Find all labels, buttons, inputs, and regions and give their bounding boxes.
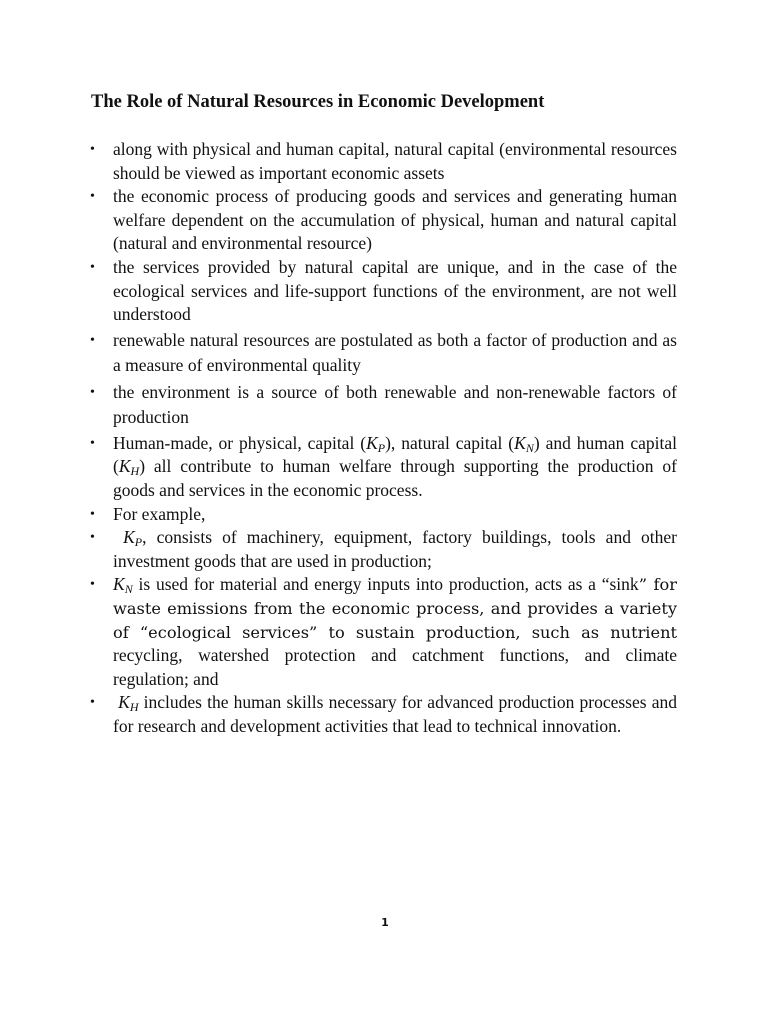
bullet-icon: • — [90, 142, 95, 157]
bullet-text: ” for waste emissions from the economic process, and provides a variety of “ecological services” to sustain production, such as nutrient — [113, 575, 677, 642]
kh-symbol: $K_H$ — [118, 692, 139, 715]
kp-symbol: $K_P$ — [366, 432, 386, 455]
bullet-icon: • — [90, 332, 95, 348]
document-title: The Role of Natural Resources in Economic Development — [91, 92, 545, 112]
kn-symbol: $K_N$ — [514, 432, 534, 455]
kp-symbol: $K_P$ — [123, 527, 143, 550]
kn-symbol: $K_N$ — [113, 574, 133, 597]
bullet-item-for-example — [88, 503, 677, 527]
bullet-text: recycling, watershed protection and catchment functions, and climate regulation; and — [113, 645, 677, 689]
bullet-item-capital-types — [88, 432, 677, 503]
bullet-text: the environment is a source of both renewable and non-renewable factors of production — [113, 381, 677, 428]
bullet-icon: • — [90, 530, 95, 546]
bullet-item-economic-process — [88, 185, 677, 256]
bullet-icon: • — [90, 259, 95, 275]
bullet-text: renewable natural resources are postulated as both a factor of production and as a measure of environmental quality — [113, 329, 677, 376]
bullet-list — [88, 138, 677, 738]
bullet-icon: • — [90, 577, 95, 593]
bullet-text-part: Human-made, or physical, capital ( — [113, 432, 367, 453]
bullet-text: includes the human skills necessary for advanced production processes and for research and development activities that lead to technical innovation. — [113, 692, 677, 736]
bullet-item-environment-source — [88, 380, 677, 431]
bullet-item-kn-definition — [88, 573, 677, 691]
bullet-icon: • — [90, 695, 95, 711]
bullet-icon: • — [90, 506, 95, 522]
bullet-icon: • — [90, 189, 95, 205]
bullet-item-natural-capital — [88, 138, 677, 185]
bullet-icon: • — [90, 384, 95, 400]
bullet-text-part: ), natural capital ( — [385, 432, 515, 453]
bullet-text: For example, — [113, 503, 206, 524]
bullet-text: the economic process of producing goods and services and generating human welfare dependent on the accumulation of physical, human and natural capital (natural and environmental resource) — [113, 186, 677, 254]
page-number: 1 — [381, 916, 389, 929]
bullet-text-part: ) and human capital ( — [113, 432, 677, 477]
bullet-text: along with physical and human capital, natural capital (environmental resources should be viewed as important economic assets — [113, 139, 677, 183]
bullet-text: , consists of machinery, equipment, factory buildings, tools and other investment goods that are used in production; — [113, 527, 678, 571]
bullet-item-renewable-resources — [88, 328, 677, 379]
bullet-text: is used for material and energy inputs into production, acts as a “sink — [132, 574, 639, 595]
kh-symbol: $K_H$ — [118, 456, 140, 479]
bullet-text: the services provided by natural capital are unique, and in the case of the ecological services and life-support functions of the environment, are not well understood — [113, 256, 677, 325]
bullet-text-part: ) all contribute to human welfare through supporting the production of goods and services in the economic process. — [113, 456, 677, 500]
bullet-item-services-unique — [88, 256, 677, 327]
bullet-item-kp-definition — [88, 526, 677, 573]
bullet-item-kh-definition — [88, 691, 677, 738]
bullet-icon: • — [90, 435, 95, 451]
